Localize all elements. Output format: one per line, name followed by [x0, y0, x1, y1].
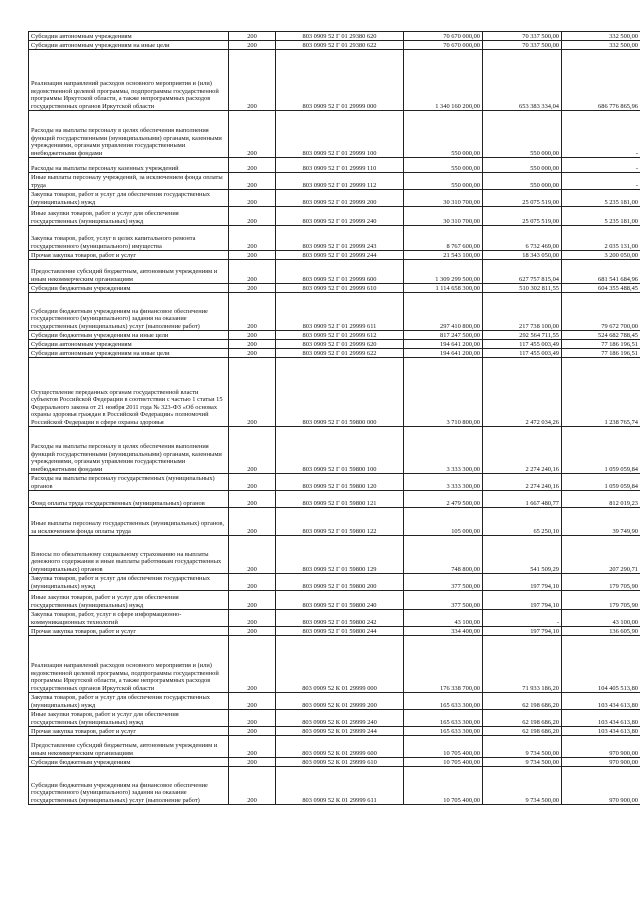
row-name-cell: Закупка товаров, работ, услуг в сфере информационно-коммуникационных технологий	[29, 610, 229, 627]
row-classification-code-cell: 803 0909 52 Г 01 29999 612	[276, 331, 404, 340]
row-classification-code-cell: 803 0909 52 Г 01 59800 000	[276, 358, 404, 427]
row-name-cell: Предоставление субсидий бюджетным, автономным учреждениям и иным некоммерческим организациям	[29, 736, 229, 758]
row-unexecuted-amount-cell: 79 672 700,00	[562, 293, 640, 331]
row-line-code-cell: 200	[229, 349, 276, 358]
row-approved-amount-cell: 165 633 300,00	[404, 727, 483, 736]
row-classification-code-cell: 803 0909 52 Г 01 29999 243	[276, 226, 404, 251]
row-executed-amount-cell: 197 794,10	[483, 574, 562, 591]
row-name-cell: Расходы на выплаты персоналу в целях обеспечения выполнения функций государственными (муниципальными) органами, казенными учреждениями, органами управления государственными внебюджетными фондами	[29, 427, 229, 474]
row-classification-code-cell: 803 0909 52 Г 01 29999 600	[276, 260, 404, 284]
row-approved-amount-cell: 3 710 800,00	[404, 358, 483, 427]
table-row	[29, 260, 640, 284]
row-classification-code-cell: 803 0909 52 К 01 29999 610	[276, 758, 404, 767]
row-line-code-cell: 200	[229, 693, 276, 710]
row-classification-code-cell: 803 0909 52 Г 01 29380 620	[276, 32, 404, 41]
row-name-cell: Закупка товаров, работ и услуг для обеспечения государственных (муниципальных) нужд	[29, 574, 229, 591]
row-approved-amount-cell: 2 479 500,00	[404, 491, 483, 508]
row-unexecuted-amount-cell: 970 900,00	[562, 758, 640, 767]
row-executed-amount-cell: 62 198 686,20	[483, 727, 562, 736]
row-classification-code-cell: 803 0909 52 Г 01 29999 200	[276, 190, 404, 207]
row-approved-amount-cell: 377 500,00	[404, 591, 483, 610]
row-approved-amount-cell: 3 333 300,00	[404, 474, 483, 491]
row-approved-amount-cell: 8 767 600,00	[404, 226, 483, 251]
row-unexecuted-amount-cell: 103 434 613,80	[562, 727, 640, 736]
row-approved-amount-cell: 1 114 658 300,00	[404, 284, 483, 293]
row-executed-amount-cell: 2 274 240,16	[483, 427, 562, 474]
row-executed-amount-cell: 550 000,00	[483, 173, 562, 190]
row-executed-amount-cell: -	[483, 610, 562, 627]
row-line-code-cell: 200	[229, 727, 276, 736]
row-approved-amount-cell: 165 633 300,00	[404, 693, 483, 710]
row-classification-code-cell: 803 0909 52 Г 01 59800 100	[276, 427, 404, 474]
row-unexecuted-amount-cell: 77 186 196,51	[562, 349, 640, 358]
row-unexecuted-amount-cell: 2 035 131,00	[562, 226, 640, 251]
table-row	[29, 41, 640, 50]
table-row	[29, 508, 640, 536]
table-row	[29, 574, 640, 591]
table-row	[29, 349, 640, 358]
row-name-cell: Иные выплаты персоналу государственных (муниципальных) органов, за исключением фонда оплаты труда	[29, 508, 229, 536]
row-unexecuted-amount-cell: 179 705,90	[562, 574, 640, 591]
table-row	[29, 727, 640, 736]
row-executed-amount-cell: 9 734 500,00	[483, 758, 562, 767]
row-executed-amount-cell: 197 794,10	[483, 591, 562, 610]
row-unexecuted-amount-cell: 43 100,00	[562, 610, 640, 627]
row-name-cell: Субсидии бюджетным учреждениям на иные цели	[29, 331, 229, 340]
row-name-cell: Осуществление переданных органам государственной власти субъектов Российской Федерации в соответствии с частью 1 статьи 15 Федерального закона от 21 ноября 2011 года № 323-ФЗ «Об основах охраны здоровья граждан в Российской Федерации» полномочий Российской Федерации в сфере охраны здоровья	[29, 358, 229, 427]
row-name-cell: Субсидии автономным учреждениям на иные цели	[29, 41, 229, 50]
row-line-code-cell: 200	[229, 591, 276, 610]
row-executed-amount-cell: 6 732 469,00	[483, 226, 562, 251]
row-classification-code-cell: 803 0909 52 Г 01 59800 122	[276, 508, 404, 536]
row-approved-amount-cell: 176 338 700,00	[404, 636, 483, 693]
row-approved-amount-cell: 70 670 000,00	[404, 41, 483, 50]
table-row	[29, 736, 640, 758]
row-line-code-cell: 200	[229, 190, 276, 207]
row-executed-amount-cell: 550 000,00	[483, 111, 562, 158]
table-row	[29, 491, 640, 508]
row-approved-amount-cell: 550 000,00	[404, 111, 483, 158]
row-classification-code-cell: 803 0909 52 К 01 29999 244	[276, 727, 404, 736]
table-row	[29, 226, 640, 251]
row-unexecuted-amount-cell: 136 605,90	[562, 627, 640, 636]
row-unexecuted-amount-cell: 524 682 788,45	[562, 331, 640, 340]
row-approved-amount-cell: 10 705 400,00	[404, 767, 483, 805]
row-classification-code-cell: 803 0909 52 Г 01 29999 244	[276, 251, 404, 260]
row-executed-amount-cell: 2 274 240,16	[483, 474, 562, 491]
row-line-code-cell: 200	[229, 508, 276, 536]
row-unexecuted-amount-cell: 179 705,90	[562, 591, 640, 610]
row-approved-amount-cell: 30 310 700,00	[404, 207, 483, 226]
row-name-cell: Реализация направлений расходов основного мероприятия и (или) ведомственной целевой программы, подпрограммы государственной программы Иркутской области, а также непрограммных расходов государственных органов Иркутской области	[29, 50, 229, 111]
row-unexecuted-amount-cell: -	[562, 173, 640, 190]
row-unexecuted-amount-cell: 1 059 059,84	[562, 474, 640, 491]
row-executed-amount-cell: 9 734 500,00	[483, 767, 562, 805]
row-unexecuted-amount-cell: 5 235 181,00	[562, 190, 640, 207]
row-executed-amount-cell: 197 794,10	[483, 627, 562, 636]
row-unexecuted-amount-cell: 970 900,00	[562, 736, 640, 758]
row-line-code-cell: 200	[229, 491, 276, 508]
row-unexecuted-amount-cell: -	[562, 111, 640, 158]
row-unexecuted-amount-cell: 1 059 059,84	[562, 427, 640, 474]
row-line-code-cell: 200	[229, 427, 276, 474]
row-line-code-cell: 200	[229, 173, 276, 190]
row-classification-code-cell: 803 0909 52 К 01 29999 200	[276, 693, 404, 710]
row-executed-amount-cell: 550 000,00	[483, 158, 562, 173]
row-classification-code-cell: 803 0909 52 Г 01 29999 110	[276, 158, 404, 173]
table-row	[29, 190, 640, 207]
row-line-code-cell: 200	[229, 536, 276, 574]
row-classification-code-cell: 803 0909 52 К 01 29999 611	[276, 767, 404, 805]
row-executed-amount-cell: 25 075 519,00	[483, 190, 562, 207]
row-approved-amount-cell: 550 000,00	[404, 173, 483, 190]
row-name-cell: Субсидии автономным учреждениям на иные цели	[29, 349, 229, 358]
row-executed-amount-cell: 2 472 034,26	[483, 358, 562, 427]
row-executed-amount-cell: 627 757 815,04	[483, 260, 562, 284]
row-line-code-cell: 200	[229, 636, 276, 693]
row-executed-amount-cell: 653 383 334,04	[483, 50, 562, 111]
table-row	[29, 474, 640, 491]
row-unexecuted-amount-cell: 207 290,71	[562, 536, 640, 574]
row-classification-code-cell: 803 0909 52 К 01 29999 000	[276, 636, 404, 693]
row-classification-code-cell: 803 0909 52 Г 01 29999 000	[276, 50, 404, 111]
table-row	[29, 111, 640, 158]
row-classification-code-cell: 803 0909 52 Г 01 29999 100	[276, 111, 404, 158]
row-classification-code-cell: 803 0909 52 Г 01 59800 240	[276, 591, 404, 610]
row-approved-amount-cell: 70 670 000,00	[404, 32, 483, 41]
row-unexecuted-amount-cell: 332 500,00	[562, 32, 640, 41]
row-unexecuted-amount-cell: -	[562, 158, 640, 173]
row-classification-code-cell: 803 0909 52 Г 01 29999 112	[276, 173, 404, 190]
row-line-code-cell: 200	[229, 358, 276, 427]
row-approved-amount-cell: 105 000,00	[404, 508, 483, 536]
row-classification-code-cell: 803 0909 52 Г 01 59800 121	[276, 491, 404, 508]
row-name-cell: Закупка товаров, работ и услуг для обеспечения государственных (муниципальных) нужд	[29, 190, 229, 207]
row-line-code-cell: 200	[229, 251, 276, 260]
row-unexecuted-amount-cell: 681 541 684,96	[562, 260, 640, 284]
table-body	[29, 32, 640, 805]
row-name-cell: Закупка товаров, работ и услуг для обеспечения государственных (муниципальных) нужд	[29, 693, 229, 710]
table-row	[29, 50, 640, 111]
table-row	[29, 284, 640, 293]
table-row	[29, 536, 640, 574]
row-executed-amount-cell: 117 455 003,49	[483, 349, 562, 358]
table-row	[29, 427, 640, 474]
row-executed-amount-cell: 217 738 100,00	[483, 293, 562, 331]
row-line-code-cell: 200	[229, 41, 276, 50]
row-line-code-cell: 200	[229, 111, 276, 158]
row-line-code-cell: 200	[229, 767, 276, 805]
table-row	[29, 710, 640, 727]
row-line-code-cell: 200	[229, 627, 276, 636]
table-row	[29, 591, 640, 610]
row-executed-amount-cell: 62 198 686,20	[483, 710, 562, 727]
table-row	[29, 627, 640, 636]
row-approved-amount-cell: 377 500,00	[404, 574, 483, 591]
row-executed-amount-cell: 9 734 500,00	[483, 736, 562, 758]
row-classification-code-cell: 803 0909 52 Г 01 29999 620	[276, 340, 404, 349]
row-executed-amount-cell: 25 075 519,00	[483, 207, 562, 226]
row-name-cell: Субсидии бюджетным учреждениям на финансовое обеспечение государственного (муниципального) задания на оказание государственных (муниципальных) услуг (выполнение работ)	[29, 293, 229, 331]
table-row	[29, 693, 640, 710]
table-row	[29, 610, 640, 627]
row-unexecuted-amount-cell: 103 434 613,80	[562, 710, 640, 727]
budget-report-page	[28, 31, 638, 805]
row-classification-code-cell: 803 0909 52 Г 01 29999 622	[276, 349, 404, 358]
row-line-code-cell: 200	[229, 736, 276, 758]
row-classification-code-cell: 803 0909 52 Г 01 29999 610	[276, 284, 404, 293]
row-executed-amount-cell: 71 933 186,20	[483, 636, 562, 693]
row-approved-amount-cell: 165 633 300,00	[404, 710, 483, 727]
row-unexecuted-amount-cell: 332 500,00	[562, 41, 640, 50]
row-approved-amount-cell: 817 247 500,00	[404, 331, 483, 340]
row-executed-amount-cell: 70 337 500,00	[483, 41, 562, 50]
row-name-cell: Предоставление субсидий бюджетным, автономным учреждениям и иным некоммерческим организациям	[29, 260, 229, 284]
row-line-code-cell: 200	[229, 158, 276, 173]
row-line-code-cell: 200	[229, 610, 276, 627]
table-row	[29, 32, 640, 41]
row-line-code-cell: 200	[229, 574, 276, 591]
row-line-code-cell: 200	[229, 758, 276, 767]
row-approved-amount-cell: 10 705 400,00	[404, 736, 483, 758]
row-name-cell: Прочая закупка товаров, работ и услуг	[29, 251, 229, 260]
row-classification-code-cell: 803 0909 52 К 01 29999 240	[276, 710, 404, 727]
row-line-code-cell: 200	[229, 226, 276, 251]
row-unexecuted-amount-cell: 104 405 513,80	[562, 636, 640, 693]
row-unexecuted-amount-cell: 970 900,00	[562, 767, 640, 805]
table-row	[29, 758, 640, 767]
row-unexecuted-amount-cell: 686 776 865,96	[562, 50, 640, 111]
row-name-cell: Расходы на выплаты персоналу казенных учреждений	[29, 158, 229, 173]
row-classification-code-cell: 803 0909 52 Г 01 29999 240	[276, 207, 404, 226]
row-line-code-cell: 200	[229, 50, 276, 111]
row-executed-amount-cell: 70 337 500,00	[483, 32, 562, 41]
row-classification-code-cell: 803 0909 52 Г 01 59800 129	[276, 536, 404, 574]
table-row	[29, 207, 640, 226]
row-name-cell: Закупка товаров, работ, услуг в целях капитального ремонта государственного (муниципального) имущества	[29, 226, 229, 251]
row-unexecuted-amount-cell: 77 186 196,51	[562, 340, 640, 349]
row-name-cell: Иные закупки товаров, работ и услуг для обеспечения государственных (муниципальных) нужд	[29, 207, 229, 226]
row-name-cell: Субсидии бюджетным учреждениям	[29, 758, 229, 767]
budget-execution-table	[28, 31, 640, 805]
row-line-code-cell: 200	[229, 474, 276, 491]
row-line-code-cell: 200	[229, 340, 276, 349]
row-approved-amount-cell: 550 000,00	[404, 158, 483, 173]
row-name-cell: Прочая закупка товаров, работ и услуг	[29, 727, 229, 736]
row-approved-amount-cell: 194 641 200,00	[404, 349, 483, 358]
table-row	[29, 293, 640, 331]
table-row	[29, 340, 640, 349]
row-executed-amount-cell: 510 302 811,55	[483, 284, 562, 293]
row-approved-amount-cell: 194 641 200,00	[404, 340, 483, 349]
row-executed-amount-cell: 62 198 686,20	[483, 693, 562, 710]
row-unexecuted-amount-cell: 5 235 181,00	[562, 207, 640, 226]
row-executed-amount-cell: 65 250,10	[483, 508, 562, 536]
row-approved-amount-cell: 21 543 100,00	[404, 251, 483, 260]
row-unexecuted-amount-cell: 103 434 613,80	[562, 693, 640, 710]
row-classification-code-cell: 803 0909 52 Г 01 59800 244	[276, 627, 404, 636]
row-classification-code-cell: 803 0909 52 Г 01 59800 200	[276, 574, 404, 591]
row-name-cell: Иные закупки товаров, работ и услуг для обеспечения государственных (муниципальных) нужд	[29, 591, 229, 610]
row-name-cell: Расходы на выплаты персоналу в целях обеспечения выполнения функций государственными (муниципальными) органами, казенными учреждениями, органами управления государственными внебюджетными фондами	[29, 111, 229, 158]
table-row	[29, 767, 640, 805]
row-approved-amount-cell: 748 800,00	[404, 536, 483, 574]
row-unexecuted-amount-cell: 3 200 050,00	[562, 251, 640, 260]
row-name-cell: Расходы на выплаты персоналу государственных (муниципальных) органов	[29, 474, 229, 491]
row-executed-amount-cell: 117 455 003,49	[483, 340, 562, 349]
row-line-code-cell: 200	[229, 293, 276, 331]
row-approved-amount-cell: 1 309 299 500,00	[404, 260, 483, 284]
row-line-code-cell: 200	[229, 207, 276, 226]
row-name-cell: Субсидии бюджетным учреждениям на финансовое обеспечение государственного (муниципального) задания на оказание государственных (муниципальных) услуг (выполнение работ)	[29, 767, 229, 805]
row-approved-amount-cell: 334 400,00	[404, 627, 483, 636]
row-line-code-cell: 200	[229, 331, 276, 340]
table-row	[29, 358, 640, 427]
row-name-cell: Иные выплаты персоналу учреждений, за исключением фонда оплаты труда	[29, 173, 229, 190]
table-row	[29, 636, 640, 693]
table-row	[29, 331, 640, 340]
row-classification-code-cell: 803 0909 52 К 01 29999 600	[276, 736, 404, 758]
row-approved-amount-cell: 297 410 800,00	[404, 293, 483, 331]
row-classification-code-cell: 803 0909 52 Г 01 29999 611	[276, 293, 404, 331]
table-row	[29, 158, 640, 173]
row-approved-amount-cell: 3 333 300,00	[404, 427, 483, 474]
row-approved-amount-cell: 43 100,00	[404, 610, 483, 627]
row-unexecuted-amount-cell: 604 355 488,45	[562, 284, 640, 293]
row-executed-amount-cell: 541 509,29	[483, 536, 562, 574]
row-line-code-cell: 200	[229, 32, 276, 41]
row-unexecuted-amount-cell: 39 749,90	[562, 508, 640, 536]
row-executed-amount-cell: 1 667 480,77	[483, 491, 562, 508]
table-row	[29, 251, 640, 260]
row-line-code-cell: 200	[229, 284, 276, 293]
row-approved-amount-cell: 30 310 700,00	[404, 190, 483, 207]
row-name-cell: Субсидии автономным учреждениям	[29, 340, 229, 349]
row-name-cell: Фонд оплаты труда государственных (муниципальных) органов	[29, 491, 229, 508]
row-approved-amount-cell: 1 340 160 200,00	[404, 50, 483, 111]
row-executed-amount-cell: 18 343 050,00	[483, 251, 562, 260]
row-unexecuted-amount-cell: 812 019,23	[562, 491, 640, 508]
row-classification-code-cell: 803 0909 52 Г 01 59800 242	[276, 610, 404, 627]
row-classification-code-cell: 803 0909 52 Г 01 29380 622	[276, 41, 404, 50]
row-line-code-cell: 200	[229, 260, 276, 284]
row-name-cell: Иные закупки товаров, работ и услуг для обеспечения государственных (муниципальных) нужд	[29, 710, 229, 727]
row-unexecuted-amount-cell: 1 238 765,74	[562, 358, 640, 427]
row-name-cell: Прочая закупка товаров, работ и услуг	[29, 627, 229, 636]
table-row	[29, 173, 640, 190]
row-executed-amount-cell: 292 564 711,55	[483, 331, 562, 340]
row-line-code-cell: 200	[229, 710, 276, 727]
row-name-cell: Взносы по обязательному социальному страхованию на выплаты денежного содержания и иные выплаты работникам государственных (муниципальных) органов	[29, 536, 229, 574]
row-name-cell: Субсидии автономным учреждениям	[29, 32, 229, 41]
row-name-cell: Субсидии бюджетным учреждениям	[29, 284, 229, 293]
row-name-cell: Реализация направлений расходов основного мероприятия и (или) ведомственной целевой программы, подпрограммы государственной программы Иркутской области, а также непрограммных расходов государственных органов Иркутской области	[29, 636, 229, 693]
row-approved-amount-cell: 10 705 400,00	[404, 758, 483, 767]
row-classification-code-cell: 803 0909 52 Г 01 59800 120	[276, 474, 404, 491]
